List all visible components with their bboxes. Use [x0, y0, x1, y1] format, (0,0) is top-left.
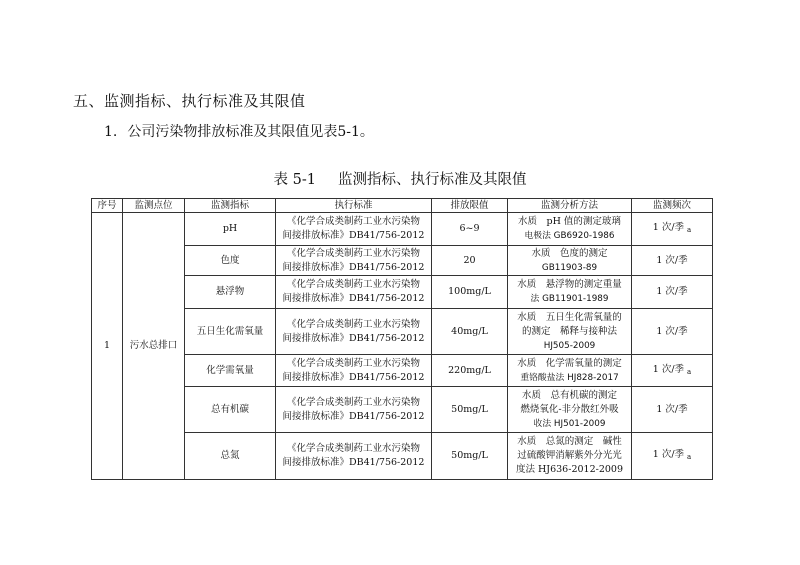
- standard-line: 间接排放标准》DB41/756-2012: [282, 293, 425, 304]
- standard-cell: [276, 309, 432, 355]
- standard-line: 《化学合成类制药工业水污染物: [286, 216, 420, 227]
- standard-cell: [276, 387, 432, 433]
- header-cell: 执行标准: [276, 199, 432, 213]
- intro-paragraph: [104, 121, 374, 141]
- header-cell: 排放限值: [432, 199, 508, 213]
- standard-cell: [276, 213, 432, 246]
- frequency-mark: a: [687, 226, 692, 234]
- monitoring-point-cell: 污水总排口: [123, 213, 185, 480]
- limit-cell: 6~9: [432, 213, 508, 246]
- standard-line: 《化学合成类制药工业水污染物: [286, 279, 420, 290]
- method-line: 重铬酸盐法 HJ828-2017: [520, 372, 619, 383]
- paragraph-number: 1.: [104, 124, 118, 140]
- frequency-cell: [632, 433, 713, 480]
- standard-cell: [276, 246, 432, 276]
- table-header-row: [92, 199, 713, 213]
- limit-cell: 220mg/L: [432, 355, 508, 387]
- method-line: 燃烧氧化-非分散红外吸: [520, 403, 619, 415]
- method-cell: [508, 246, 632, 276]
- frequency-cell: [632, 387, 713, 433]
- frequency-cell: [632, 276, 713, 309]
- table-caption-title: 监测指标、执行标准及其限值: [337, 172, 527, 188]
- method-cell: [508, 276, 632, 309]
- frequency-text: 1 次/季: [652, 222, 685, 233]
- table-row: [92, 309, 713, 355]
- limit-cell: 40mg/L: [432, 309, 508, 355]
- frequency-mark: a: [687, 453, 692, 461]
- header-cell: 监测点位: [123, 199, 185, 213]
- standard-line: 间接排放标准》DB41/756-2012: [282, 410, 425, 422]
- frequency-text: 1 次/季: [652, 363, 685, 375]
- method-line: 水质 总有机碳的测定: [521, 389, 617, 401]
- standard-cell: [276, 433, 432, 480]
- table-row: [92, 276, 713, 309]
- method-line: 电极法 GB6920-1986: [524, 231, 615, 241]
- table-row: [92, 355, 713, 387]
- table-caption: [0, 168, 800, 189]
- indicator-cell: pH: [185, 213, 276, 246]
- indicator-cell: 化学需氧量: [185, 355, 276, 387]
- table-row: [92, 213, 713, 246]
- method-cell: [508, 387, 632, 433]
- method-cell: [508, 213, 632, 246]
- header-cell: 监测分析方法: [508, 199, 632, 213]
- standard-line: 间接排放标准》DB41/756-2012: [282, 230, 425, 241]
- method-line: GB11903-89: [541, 262, 598, 273]
- header-cell: 序号: [92, 199, 123, 213]
- method-line: 收法 HJ501-2009: [533, 418, 606, 429]
- frequency-text: 1 次/季: [656, 325, 688, 337]
- standard-cell: [276, 276, 432, 309]
- method-cell: [508, 309, 632, 355]
- standard-cell: [276, 355, 432, 387]
- standard-line: 间接排放标准》DB41/756-2012: [282, 371, 425, 383]
- method-line: HJ505-2009: [543, 340, 596, 351]
- indicator-cell: 总有机碳: [185, 387, 276, 433]
- serial-cell: 1: [92, 213, 123, 480]
- method-line: 水质 化学需氧量的测定: [517, 357, 622, 369]
- method-cell: [508, 355, 632, 387]
- limit-cell: 50mg/L: [432, 387, 508, 433]
- method-line: 的测定 稀释与接种法: [521, 325, 617, 337]
- standard-line: 间接排放标准》DB41/756-2012: [282, 261, 425, 273]
- standard-line: 《化学合成类制药工业水污染物: [286, 318, 420, 330]
- frequency-text: 1 次/季: [656, 403, 688, 415]
- section-heading: 五、监测指标、执行标准及其限值: [73, 92, 306, 110]
- standard-line: 《化学合成类制药工业水污染物: [286, 357, 420, 369]
- paragraph-text: 公司污染物排放标准及其限值见表5-1。: [127, 124, 374, 140]
- frequency-cell: [632, 309, 713, 355]
- header-cell: 监测指标: [185, 199, 276, 213]
- header-cell: 监测频次: [632, 199, 713, 213]
- method-line: 水质 色度的测定: [531, 247, 608, 259]
- indicator-cell: 五日生化需氧量: [185, 309, 276, 355]
- frequency-text: 1 次/季: [652, 449, 685, 460]
- standard-line: 《化学合成类制药工业水污染物: [286, 396, 420, 408]
- frequency-cell: [632, 246, 713, 276]
- limit-cell: 20: [432, 246, 508, 276]
- indicator-cell: 总氮: [185, 433, 276, 480]
- frequency-cell: [632, 213, 713, 246]
- frequency-text: 1 次/季: [656, 254, 688, 266]
- method-line: 法 GB11901-1989: [530, 294, 609, 304]
- method-line: 度法 HJ636-2012-2009: [515, 464, 624, 475]
- method-line: 水质 总氮的测定 碱性: [517, 436, 622, 447]
- limit-cell: 100mg/L: [432, 276, 508, 309]
- limits-table: [91, 198, 713, 480]
- indicator-cell: 色度: [185, 246, 276, 276]
- method-cell: [508, 433, 632, 480]
- frequency-text: 1 次/季: [656, 286, 688, 297]
- limit-cell: 50mg/L: [432, 433, 508, 480]
- frequency-cell: [632, 355, 713, 387]
- standard-line: 间接排放标准》DB41/756-2012: [282, 332, 425, 344]
- method-line: 水质 五日生化需氧量的: [517, 311, 622, 323]
- method-line: 过硫酸钾消解紫外分光光: [517, 450, 622, 461]
- method-line: 水质 悬浮物的测定重量: [517, 279, 622, 290]
- table-caption-label: 表 5-1: [273, 172, 316, 188]
- table-row: [92, 433, 713, 480]
- table-row: [92, 387, 713, 433]
- standard-line: 间接排放标准》DB41/756-2012: [282, 457, 425, 468]
- table-row: [92, 246, 713, 276]
- method-line: 水质 pH 值的测定玻璃: [518, 216, 621, 227]
- frequency-mark: a: [687, 367, 692, 376]
- standard-line: 《化学合成类制药工业水污染物: [286, 443, 420, 454]
- indicator-cell: 悬浮物: [185, 276, 276, 309]
- standard-line: 《化学合成类制药工业水污染物: [286, 247, 420, 259]
